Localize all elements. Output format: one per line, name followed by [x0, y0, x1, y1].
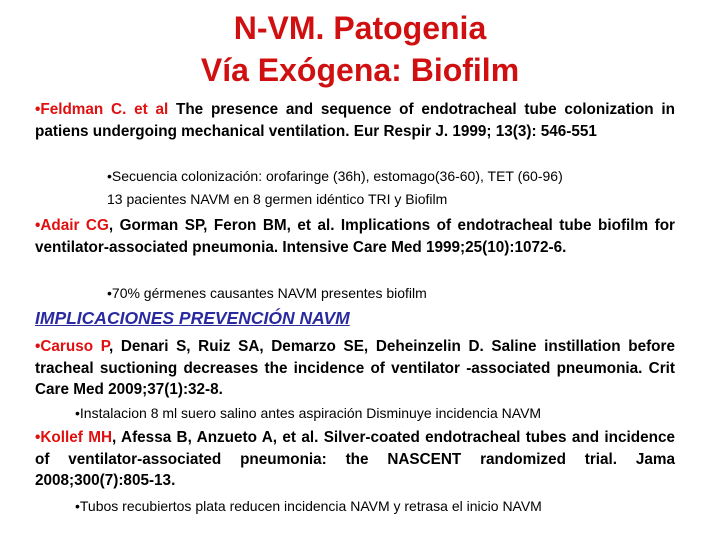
reference-text: , Gorman SP, Feron BM, et al. Implications of endotracheal tube biofilm for ventilator-associated pneumonia. Intensive Care Med 1999;25(10):1072-6.	[35, 217, 676, 256]
reference-note: •Tubos recubiertos plata reducen incidencia NAVM y retrasa el inicio NAVM	[75, 498, 542, 514]
bullet: •	[35, 429, 41, 446]
reference-authors: Adair CG	[40, 217, 109, 234]
reference-note: 13 pacientes NAVM en 8 germen idéntico TRI y Biofilm	[107, 191, 448, 207]
reference-caruso	[35, 336, 675, 401]
slide-title-line1: N-VM. Patogenia	[233, 10, 487, 46]
reference-authors: Kollef MH	[40, 429, 112, 446]
reference-note: •Instalacion 8 ml suero salino antes aspiración Disminuye incidencia NAVM	[75, 405, 542, 421]
reference-text: , Denari S, Ruiz SA, Demarzo SE, Deheinzelin D. Saline instillation before tracheal suctioning decreases the incidence of ventilator -associated pneumonia. Crit Care Med 2009;37(1):32-8.	[35, 338, 675, 398]
reference-adair	[35, 215, 675, 258]
bullet: •	[35, 217, 41, 234]
bullet: •	[35, 101, 41, 118]
slide-title-line2: Vía Exógena: Biofilm	[200, 52, 520, 88]
reference-authors: Feldman C. et al	[40, 101, 169, 118]
reference-feldman	[35, 99, 675, 142]
reference-note: •Secuencia colonización: orofaringe (36h), estomago(36-60), TET (60-96)	[107, 168, 563, 184]
reference-authors: Caruso P	[40, 338, 109, 355]
reference-kollef	[35, 427, 675, 492]
section-heading: IMPLICACIONES PREVENCIÓN NAVM	[35, 308, 350, 328]
reference-text: The presence and sequence of endotracheal tube colonization in patiens undergoing mechanical ventilation. Eur Respir J. 1999; 13(3): 546-551	[35, 101, 675, 140]
reference-text: , Afessa B, Anzueto A, et al. Silver-coated endotracheal tubes and incidence of ventilator-associated pneumonia: the NASCENT randomized trial. Jama 2008;300(7):805-13.	[35, 429, 675, 489]
reference-note: •70% gérmenes causantes NAVM presentes biofilm	[107, 285, 427, 301]
bullet: •	[35, 338, 41, 355]
